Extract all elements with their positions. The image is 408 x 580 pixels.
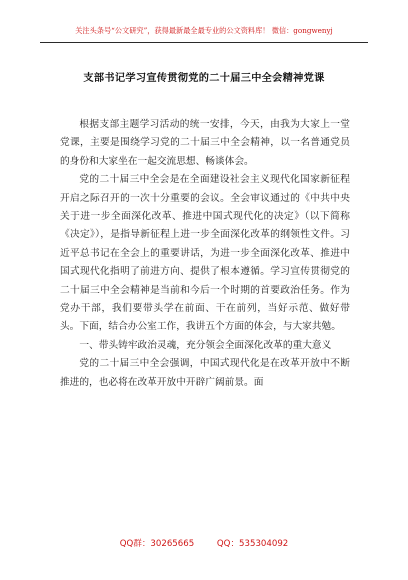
header-divider [40,42,368,43]
section-heading-1: 一、带头铸牢政治灵魂，充分领会全面深化改革的重大意义 [79,339,332,351]
header-banner: 关注头条号“公文研究”，获得最新最全最专业的公文资料库！ 微信：gongwenyj [75,26,333,35]
footer-contact [0,538,408,550]
footer-qq-group: QQ群：30265665 [119,539,195,549]
paragraph-intro: 根据支部主题学习活动的统一安排，今天，由我为大家上一堂党课，主要是围绕学习党的二十届三中全会精神，以一名普通党员的身份和大家坐在一起交流思想、畅谈体会。 [60,119,350,167]
paragraph-background: 党的二十届三中全会是在全面建设社会主义现代化国家新征程开启之际召开的一次十分重要的会议。全会审议通过的《中共中央关于进一步全面深化改革、推进中国式现代化的决定》（以下简称《决定》），是指导新征程上进一步全面深化改革的纲领性文件。习近平总书记在全会上的重要讲话，为进一步全面深化改革、推进中国式现代化指明了前进方向、提供了根本遵循。学习宣传贯彻党的二十届三中全会精神是当前和今后一个时期的首要政治任务。作为党办干部，我们要带头学在前面、干在前列，当好示范、做好带头。下面，结合办公室工作，我讲五个方面的体会，与大家共勉。 [60,174,350,333]
footer-qq: QQ：535304092 [216,539,289,549]
paragraph-section-1: 党的二十届三中全会强调，中国式现代化是在改革开放中不断推进的，也必将在改革开放中开辟广阔前景。面 [60,358,350,388]
document-body [60,116,350,392]
document-title: 支部书记学习宣传贯彻党的二十届三中全会精神党课 [83,72,325,84]
